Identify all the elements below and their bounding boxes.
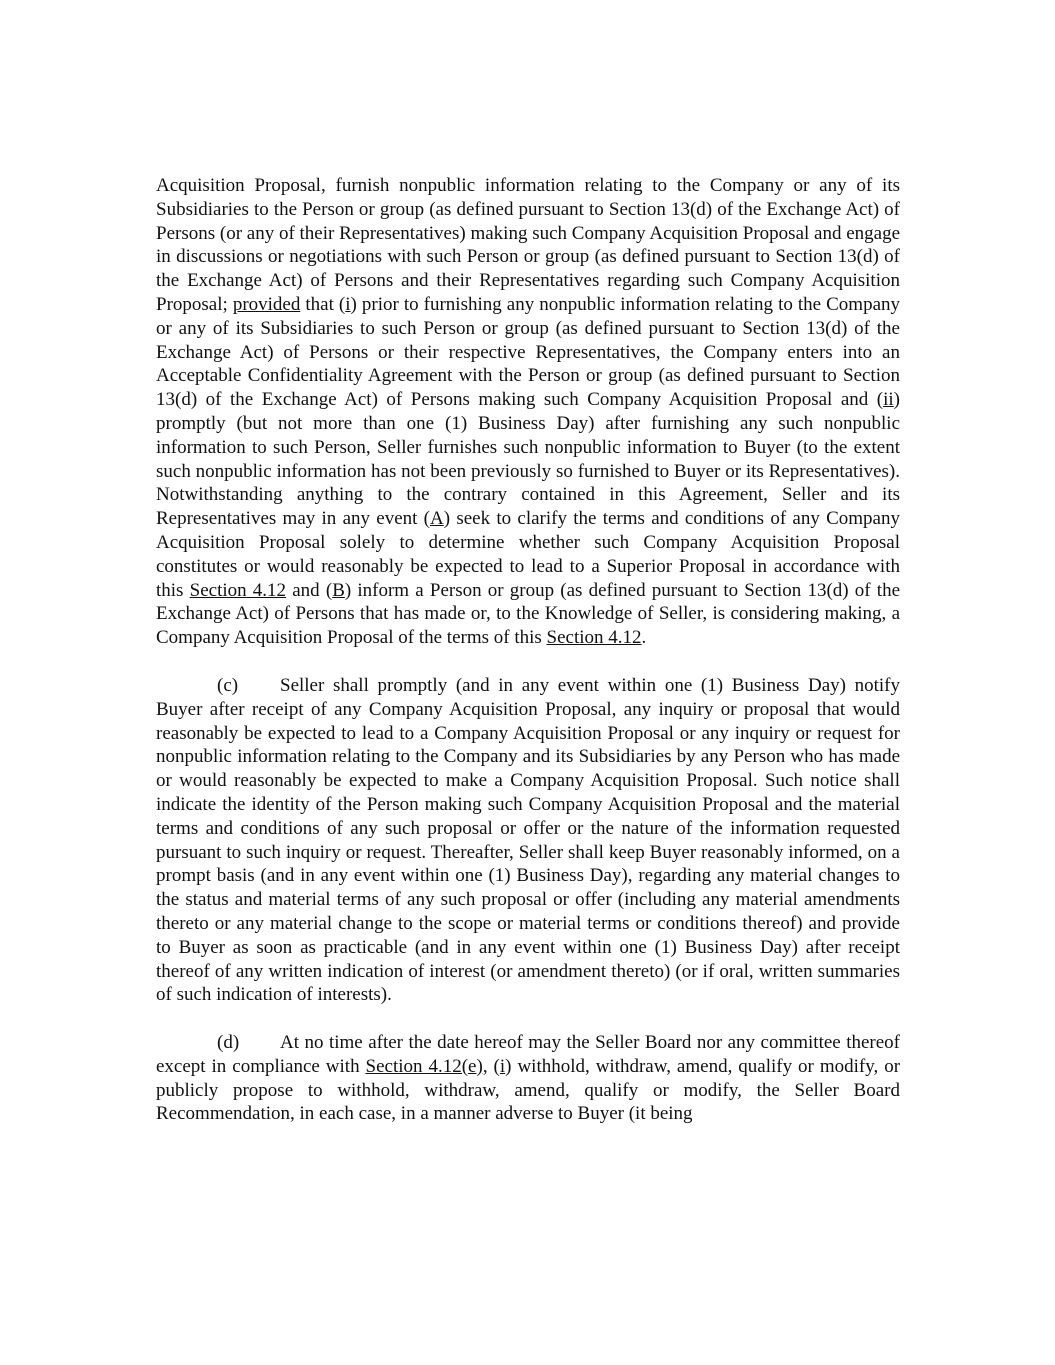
section-reference: Section 4.12(e) [365, 1055, 483, 1077]
paragraph-gap [156, 1007, 900, 1031]
paragraph-gap [156, 650, 900, 674]
document-page [156, 174, 900, 1126]
section-reference: Section 4.12 [546, 627, 642, 649]
clause-b-label: B [332, 579, 345, 601]
text-run: and ( [286, 579, 333, 601]
paragraph-c-label: (c) [217, 674, 239, 696]
text-run: Acquisition Proposal, furnish nonpublic information relating to the Company or any of its Subsidiaries to the Person or group (as defined pursuant to Section 13(d) of the Exchange Act) of Persons (or any of their Representatives) making such Company Acquisition Proposal and engage in discussions or negotiations with such Person or group (as defined pursuant to Section 13(d) of the Exchange Act) of Persons and their Representatives regarding such Company Acquisition Proposal; [156, 175, 901, 315]
section-reference: Section 4.12 [189, 579, 287, 601]
text-run: ) prior to furnishing any nonpublic information relating to the Company or any of its Subsidiaries to such Person or group (as defined pursuant to Section 13(d) of the Exchange Act) of Persons or their respective Representatives, the Company enters into an Acceptable Confidentiality Agreement with the Person or group (as defined pursuant to Section 13(d) of the Exchange Act) of Persons making such Company Acquisition Proposal and ( [156, 293, 900, 411]
clause-i-label: i [345, 293, 351, 315]
paragraph-d [156, 1031, 900, 1126]
paragraph-c [156, 674, 900, 1007]
text-run: At no time after the date hereof may the Seller Board nor any committee thereof except in compliance with [156, 1032, 900, 1077]
clause-ii-label: ii [883, 389, 894, 411]
text-run: . [641, 627, 647, 649]
text-run: ) promptly (but not more than one (1) Business Day) after furnishing any such nonpublic information to such Person, Seller furnishes such nonpublic information to Buyer (to the extent such nonpublic information has not been previously so furnished to Buyer or its Representatives). Notwithstanding anything to the contrary contained in this Agreement, Seller and its Representatives may in any event ( [156, 389, 900, 530]
text-run: ) inform a Person or group (as defined pursuant to Section 13(d) of the Exchange Act) of Persons that has made or, to the Knowledge of Seller, is considering making, a Company Acquisition Proposal of the terms of this [156, 579, 901, 649]
provided-term: provided [232, 293, 301, 315]
text-run: , ( [482, 1055, 500, 1077]
text-run: that ( [300, 293, 346, 315]
paragraph-c-text: Seller shall promptly (and in any event within one (1) Business Day) notify Buyer after receipt of any Company Acquisition Proposal, any inquiry or proposal that would reasonably be expected to lead to a Company Acquisition Proposal or any inquiry or request for nonpublic information relating to the Company and its Subsidiaries by any Person who has made or would reasonably be expected to make a Company Acquisition Proposal. Such notice shall indicate the identity of the Person making such Company Acquisition Proposal and the material terms and conditions of any such proposal or offer or the nature of the information requested pursuant to such inquiry or request. Thereafter, Seller shall keep Buyer reasonably informed, on a prompt basis (and in any event within one (1) Business Day), regarding any material changes to the status and material terms of any such proposal or offer (including any material amendments thereto or any material change to the scope or material terms or conditions thereof) and provide to Buyer as soon as practicable (and in any event within one (1) Business Day) after receipt thereof of any written indication of interest (or amendment thereto) (or if oral, written summaries of such indication of interests). [156, 674, 900, 1006]
clause-i-label: i [499, 1055, 506, 1077]
paragraph-d-label: (d) [217, 1032, 240, 1054]
text-run: ) seek to clarify the terms and conditions of any Company Acquisition Proposal solely to determine whether such Company Acquisition Proposal constitutes or would reasonably be expected to lead to a Superior Proposal in accordance with this [156, 508, 900, 601]
clause-a-label: A [430, 508, 444, 530]
text-run: ) withhold, withdraw, amend, qualify or modify, or publicly propose to withhold, withdraw, amend, qualify or modify, the Seller Board Recommendation, in each case, in a manner adverse to Buyer (it being [156, 1055, 901, 1125]
paragraph-b-continuation [156, 174, 900, 650]
